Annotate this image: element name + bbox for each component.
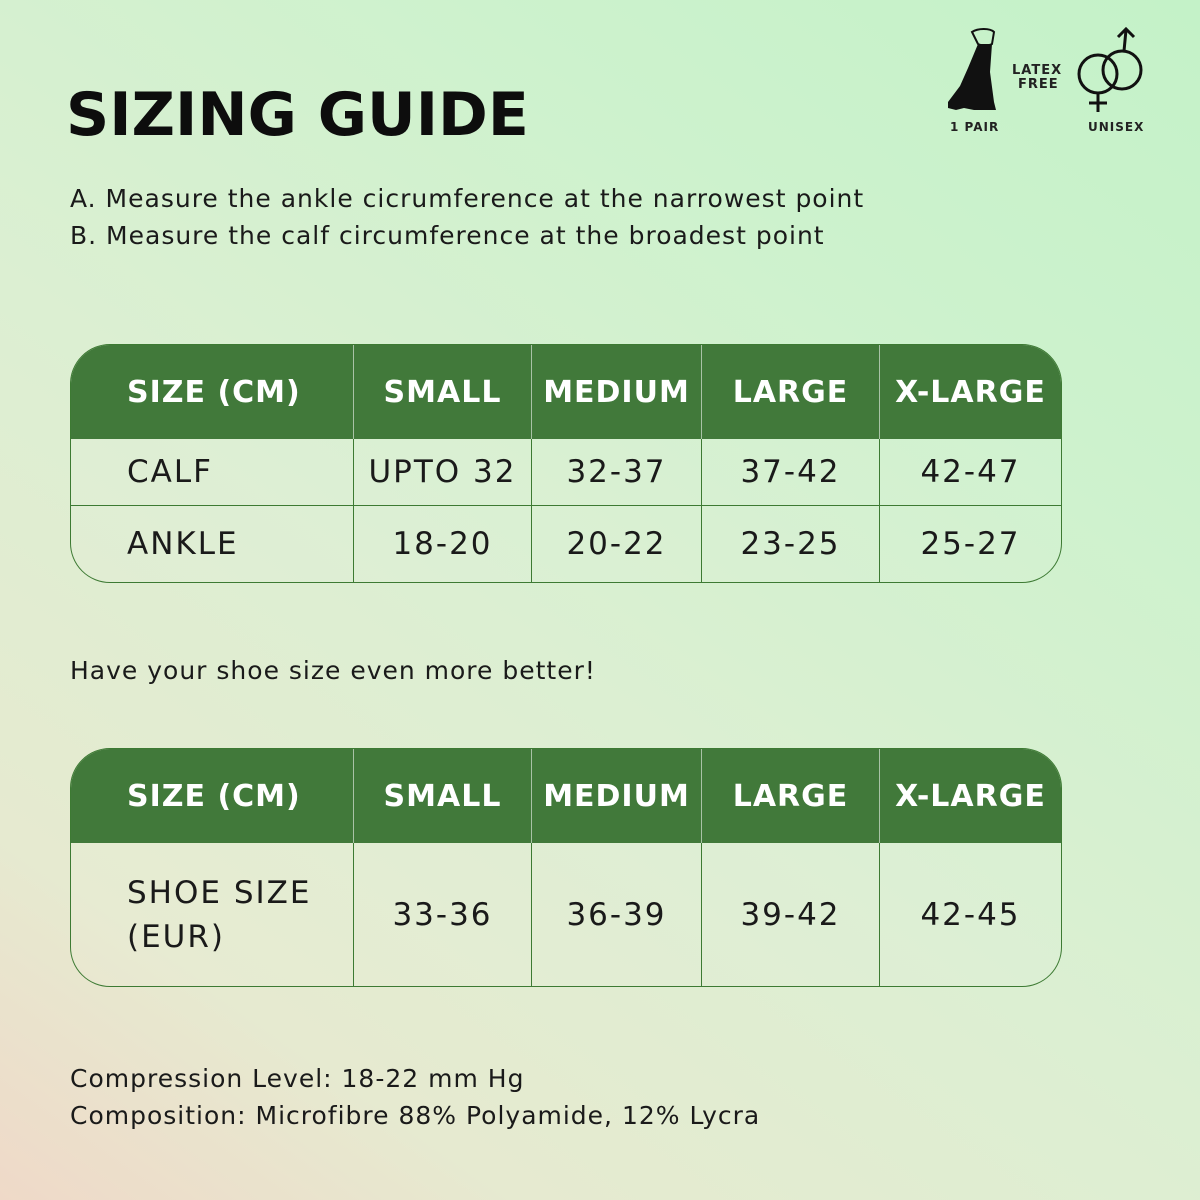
header-small: SMALL — [353, 345, 531, 439]
row-label-ankle: ANKLE — [127, 526, 239, 562]
shoe-size-note: Have your shoe size even more better! — [70, 656, 596, 685]
unisex-label: UNISEX — [1088, 120, 1145, 134]
cell-value: 33-36 — [353, 843, 531, 986]
stocking-icon — [938, 24, 1004, 116]
page-title: SIZING GUIDE — [66, 80, 529, 150]
cell-value: 20-22 — [531, 506, 701, 582]
header-size-cm: SIZE (CM) — [127, 374, 301, 410]
latex-label-1: LATEX — [1012, 63, 1063, 78]
header-x-large: X-LARGE — [879, 345, 1061, 439]
size-table-calf-ankle — [70, 344, 1062, 583]
cell-value: 37-42 — [701, 439, 879, 505]
compression-level: Compression Level: 18-22 mm Hg — [70, 1064, 525, 1093]
cell-value: 25-27 — [879, 506, 1061, 582]
cell-value: 32-37 — [531, 439, 701, 505]
header-medium: MEDIUM — [531, 345, 701, 439]
cell-value: 42-45 — [879, 843, 1061, 986]
composition: Composition: Microfibre 88% Polyamide, 12% Lycra — [70, 1101, 761, 1130]
cell-value: UPTO 32 — [353, 439, 531, 505]
header-large: LARGE — [701, 749, 879, 843]
table-row — [71, 843, 1061, 986]
cell-value: 18-20 — [353, 506, 531, 582]
header-small: SMALL — [353, 749, 531, 843]
instruction-ankle: A. Measure the ankle cicrumference at the narrowest point — [70, 184, 865, 213]
latex-label-2: FREE — [1018, 77, 1059, 92]
row-label-shoe-size: SHOE SIZE (EUR) — [127, 874, 312, 955]
size-table-shoe — [70, 748, 1062, 987]
header-x-large: X-LARGE — [879, 749, 1061, 843]
row-label-calf: CALF — [127, 454, 213, 490]
cell-value: 42-47 — [879, 439, 1061, 505]
table-row — [71, 505, 1061, 582]
pair-label: 1 PAIR — [950, 120, 1000, 134]
header-size-cm: SIZE (CM) — [127, 778, 301, 814]
cell-value: 36-39 — [531, 843, 701, 986]
header-large: LARGE — [701, 345, 879, 439]
cell-value: 39-42 — [701, 843, 879, 986]
unisex-icon — [1074, 26, 1152, 114]
cell-value: 23-25 — [701, 506, 879, 582]
instruction-calf: B. Measure the calf circumference at the broadest point — [70, 221, 825, 250]
table-row — [71, 439, 1061, 505]
header-medium: MEDIUM — [531, 749, 701, 843]
product-badges — [930, 22, 1170, 142]
table-header-row — [71, 345, 1061, 439]
table-header-row — [71, 749, 1061, 843]
